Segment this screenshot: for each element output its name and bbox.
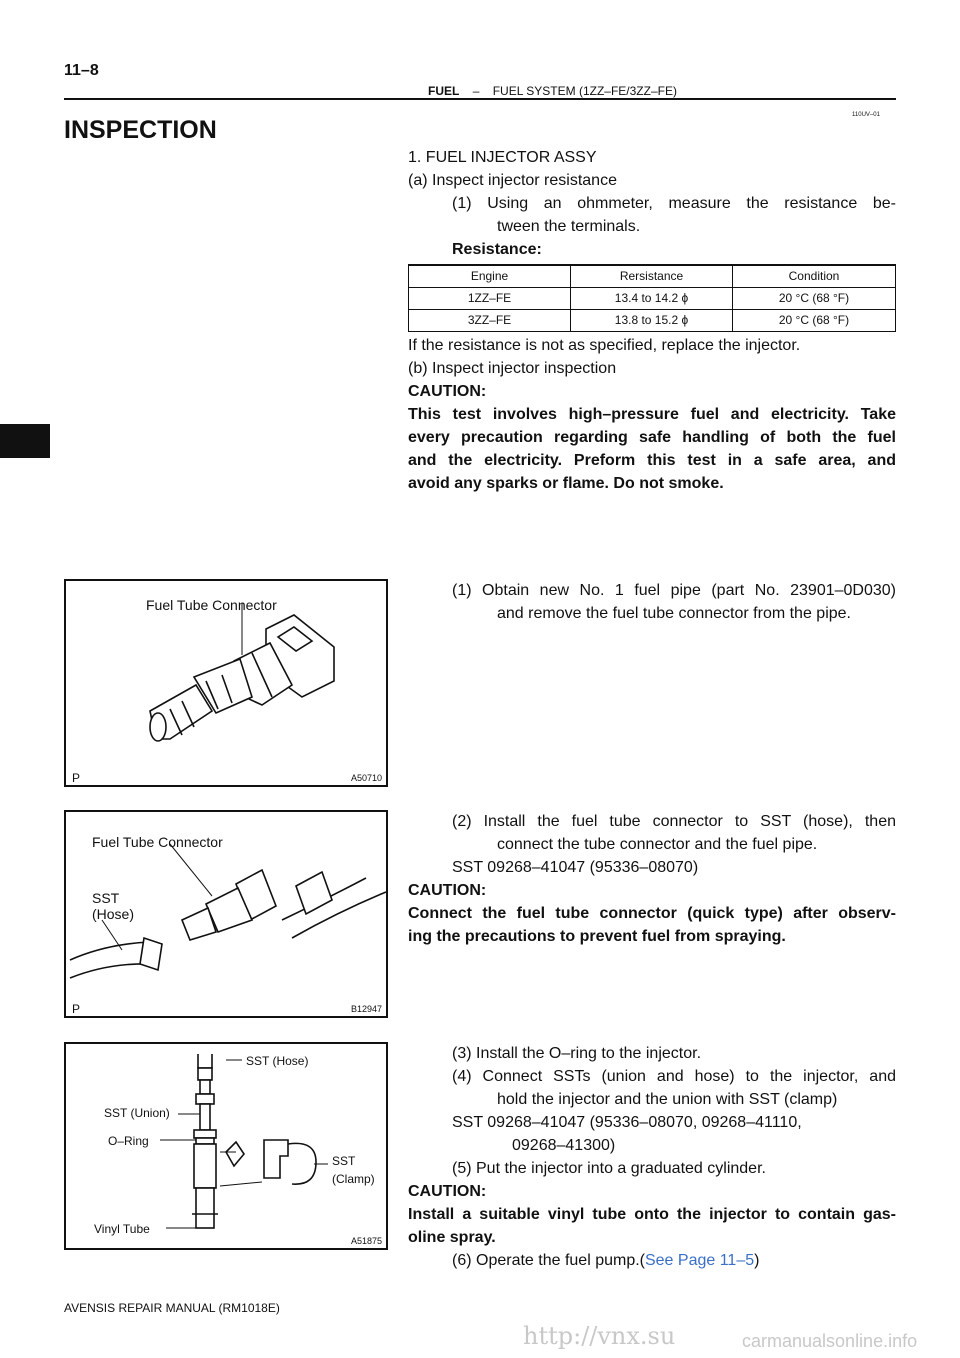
tip-opening [150,713,166,741]
fig3-o-ring: O–Ring [108,1134,149,1148]
fig3-sst-clamp-b: (Clamp) [332,1172,375,1186]
hose-top-edge [70,942,150,960]
caution2-line: Connect the fuel tube connector (quick type) after observ- [408,905,896,922]
step1-a1-line1: (1) Using an ohmmeter, measure the resistance be- [452,195,896,212]
watermark-url-right: carmanualsonline.info [742,1331,918,1351]
replace-note: If the resistance is not as specified, replace the injector. [408,337,801,354]
caution-label-1: CAUTION: [408,383,487,400]
fig1-id: A50710 [350,773,382,783]
step1-a1-line2: tween the terminals. [497,218,641,235]
proc4-line2: hold the injector and the union with SST (clamp) [497,1091,838,1108]
callout-line [170,844,212,896]
fig3-vinyl-tube: Vinyl Tube [94,1222,150,1236]
figure-injector-setup [64,1042,388,1250]
proc2-line2: connect the tube connector and the fuel pipe. [497,836,818,853]
fig3-sst-hose: SST (Hose) [246,1054,309,1068]
caution1-line: and the electricity. Preform this test in a safe area, and [408,452,896,469]
fig3-sst-clamp-a: SST [332,1154,356,1168]
callout-line [102,920,122,950]
fig2-label: Fuel Tube Connector [92,834,223,850]
proc5-line: (5) Put the injector into a graduated cylinder. [452,1160,766,1177]
sst-union-flange [194,1130,216,1138]
table-header-row [409,265,896,287]
fig1-p-mark: P [72,771,81,785]
col-header-condition: Condition [733,265,896,287]
step1-heading: 1. FUEL INJECTOR ASSY [408,149,597,166]
figure-sst-hose-connection [64,810,388,1018]
caution1-line: every precaution regarding safe handling of both the fuel [408,429,896,446]
caution3-line: Install a suitable vinyl tube onto the injector to contain gas- [408,1206,896,1223]
page-number: 11–8 [64,62,99,79]
resistance-spec-table [408,264,896,332]
sst-hose-body [198,1068,212,1080]
page-title: INSPECTION [64,116,217,144]
proc1-line2: and remove the fuel tube connector from the pipe. [497,605,851,622]
injector-body [194,1144,216,1188]
caution3-line: oline spray. [408,1229,496,1246]
figure-fuel-tube-connector [64,579,388,787]
caution1-line: This test involves high–pressure fuel and electricity. Take [408,406,896,423]
table-row [409,309,896,331]
proc6-prefix: (6) Operate the fuel pump.( [452,1252,645,1269]
fig2-id: B12947 [350,1004,382,1014]
caution1-line: avoid any sparks or flame. Do not smoke. [408,475,724,492]
proc2-line1: (2) Install the fuel tube connector to SST (hose), then [452,813,896,830]
proc3-line: (3) Install the O–ring to the injector. [452,1045,702,1062]
proc4-sst-b: 09268–41300) [512,1137,616,1154]
injector-nozzle [196,1188,214,1228]
proc1-line1: (1) Obtain new No. 1 fuel pipe (part No. 23901–0D030) [452,582,896,599]
fig3-id: A51875 [350,1236,382,1246]
sst-hose-neck [200,1080,210,1094]
fig2-hose-label: (Hose) [92,906,135,922]
running-header [428,84,677,98]
section-tab-marker [0,424,50,458]
col-header-engine: Engine [409,265,571,287]
header-dash: – [472,84,480,98]
fig1-label: Fuel Tube Connector [146,597,277,613]
fig3-sst-union: SST (Union) [104,1106,170,1120]
col-header-resistance: Rersistance [571,265,733,287]
caution-label-2: CAUTION: [408,882,487,899]
proc6-suffix: ) [754,1252,760,1269]
proc2-sst: SST 09268–41047 (95336–08070) [452,859,699,876]
table-cell: 1ZZ–FE [409,287,571,309]
fig2-p-mark: P [72,1002,81,1016]
pipe-end-fitting [296,872,332,914]
table-cell: 3ZZ–FE [409,309,571,331]
callout-line [220,1182,262,1186]
step1-a: (a) Inspect injector resistance [408,172,617,189]
sst-union-top [196,1094,214,1104]
watermark-url-left: http://vnx.su [523,1322,676,1350]
table-cell: 13.8 to 15.2 ϕ [571,309,733,331]
hose-clamp [140,938,162,970]
header-rule [64,98,896,100]
table-cell: 20 °C (68 °F) [733,287,896,309]
hose-bottom-edge [70,964,156,978]
proc4-sst-a: SST 09268–41047 (95336–08070, 09268–41110, [452,1114,802,1131]
sst-clamp-body [264,1140,288,1178]
sst-hose-top [198,1054,212,1068]
clamp-tab [226,1142,244,1166]
proc6-line [452,1249,759,1272]
see-page-link[interactable]: See Page 11–5 [644,1252,755,1269]
footer-manual-name: AVENSIS REPAIR MANUAL (RM1018E) [64,1301,280,1315]
doc-code: 110UV–01 [852,112,880,118]
proc4-line1: (4) Connect SSTs (union and hose) to the injector, and [452,1068,896,1085]
step1-b: (b) Inspect injector inspection [408,360,617,377]
sst-union-body [200,1104,210,1130]
table-cell: 13.4 to 14.2 ϕ [571,287,733,309]
header-subsection: FUEL SYSTEM (1ZZ–FE/3ZZ–FE) [492,84,677,98]
caution2-line: ing the precautions to prevent fuel from spraying. [408,928,786,945]
header-section: FUEL [428,84,460,98]
caution-label-3: CAUTION: [408,1183,487,1200]
table-row [409,287,896,309]
resistance-label: Resistance: [452,241,542,258]
table-cell: 20 °C (68 °F) [733,309,896,331]
sst-clamp-loop [288,1143,316,1184]
fig2-sst-label: SST [92,890,120,906]
o-ring [196,1138,214,1144]
